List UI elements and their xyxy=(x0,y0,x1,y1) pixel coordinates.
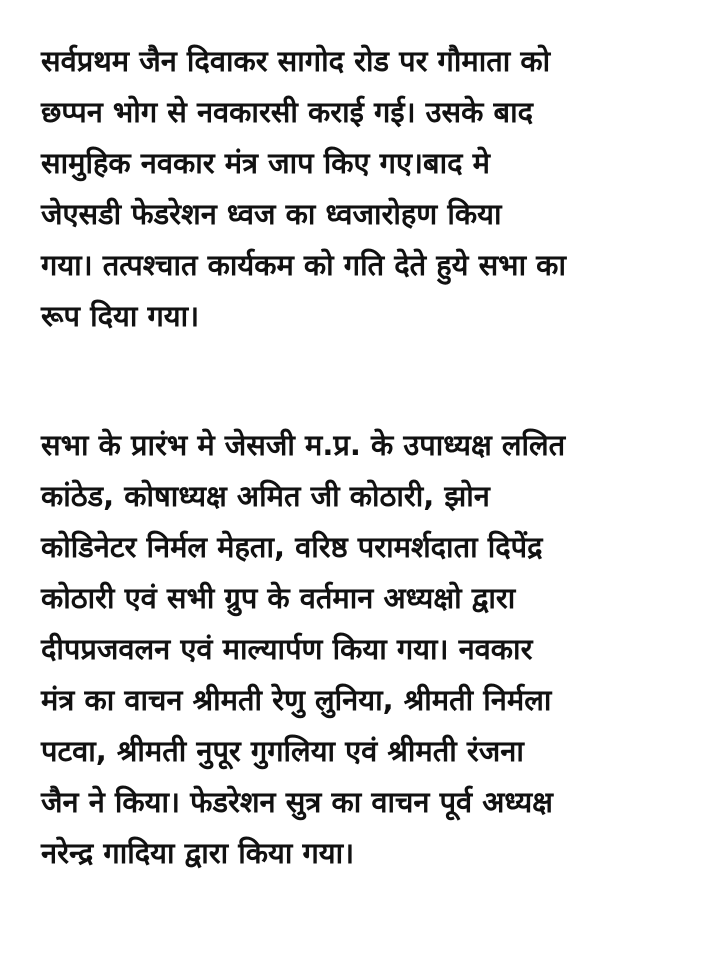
paragraph-sabha xyxy=(41,420,691,879)
text-line: रूप दिया गया। xyxy=(41,299,200,333)
text-line: दीपप्रजवलन एवं माल्यार्पण किया गया। नवकार xyxy=(41,632,533,666)
text-line: पटवा, श्रीमती नुपूर गुगलिया एवं श्रीमती रंजना xyxy=(41,734,524,768)
paragraph-intro xyxy=(41,36,691,342)
text-line: सभा के प्रारंभ मे जेसजी म.प्र. के उपाध्यक्ष ललित xyxy=(41,428,566,462)
text-line: नरेन्द्र गादिया द्वारा किया गया। xyxy=(41,836,355,870)
text-line: मंत्र का वाचन श्रीमती रेणु लुनिया, श्रीमती निर्मला xyxy=(41,683,552,717)
text-line: कांठेड, कोषाध्यक्ष अमित जी कोठारी, झोन xyxy=(41,479,490,513)
text-line: जेएसडी फेडरेशन ध्वज का ध्वजारोहण किया xyxy=(41,197,502,231)
text-line: छप्पन भोग से नवकारसी कराई गई। उसके बाद xyxy=(41,95,533,129)
text-line: गया। तत्पश्चात कार्यकम को गति देते हुये सभा का xyxy=(41,248,566,282)
text-line: कोठारी एवं सभी ग्रुप के वर्तमान अध्यक्षो द्वारा xyxy=(41,581,516,615)
text-line: जैन ने किया। फेडरेशन सुत्र का वाचन पूर्व अध्यक्ष xyxy=(41,785,553,819)
text-line: कोडिनेटर निर्मल मेहता, वरिष्ठ परामर्शदाता दिपेंद्र xyxy=(41,530,543,564)
text-line: सर्वप्रथम जैन दिवाकर सागोद रोड पर गौमाता को xyxy=(41,44,551,78)
text-line: सामुहिक नवकार मंत्र जाप किए गए।बाद मे xyxy=(41,146,490,180)
